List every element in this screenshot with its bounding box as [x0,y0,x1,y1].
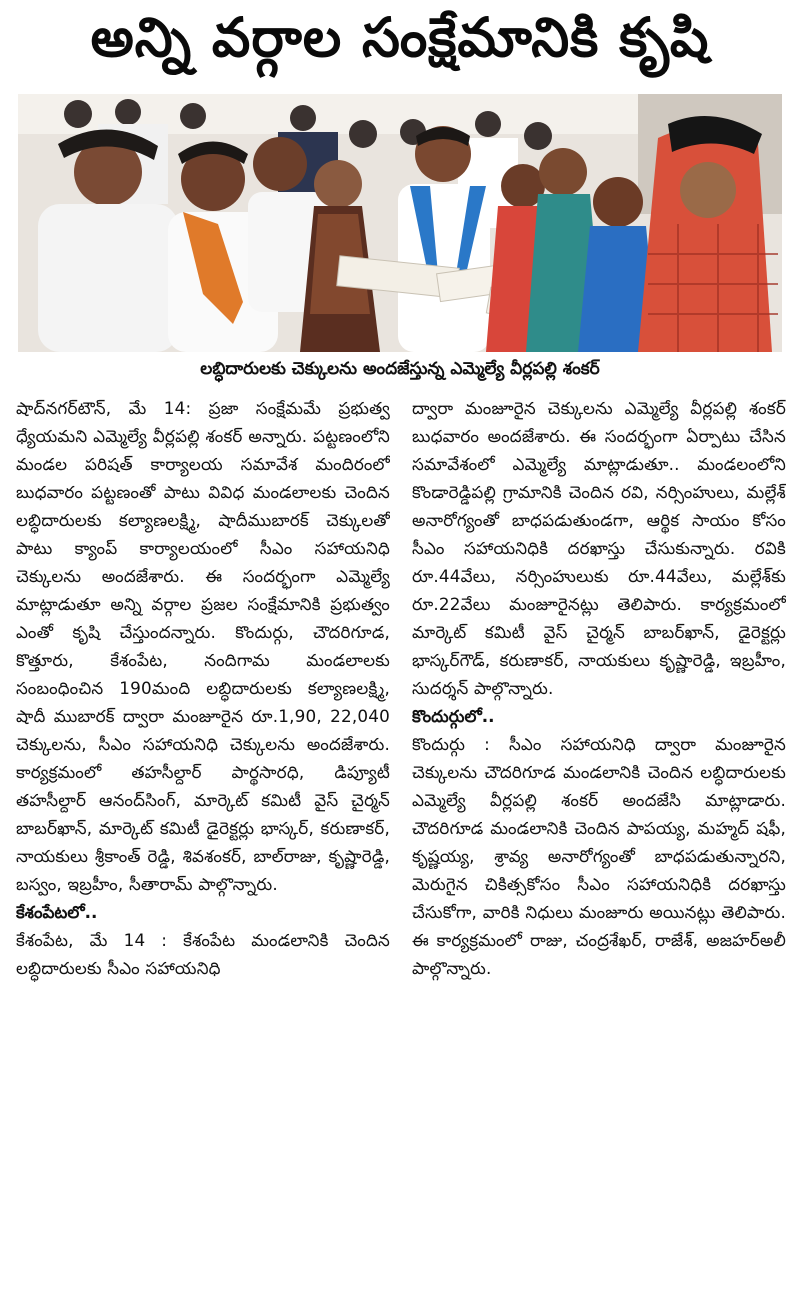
article-paragraph: షాద్‌నగర్‌టౌన్, మే 14: ప్రజా సంక్షేమమే ప్రభుత్వ ధ్యేయమని ఎమ్మెల్యే వీర్లపల్లి శంకర్ అన్నారు. పట్టణంలోని మండల పరిషత్ కార్యాలయ సమావేశ మందిరంలో బుధవారం పట్టణంతో పాటు వివిధ మండలాలకు చెందిన లబ్ధిదారులకు కల్యాణలక్ష్మి, షాదీముబారక్ చెక్కులతో పాటు క్యాంప్ కార్యాలయంలో సీఎం సహాయనిధి చెక్కులను అందజేశారు. ఈ సందర్భంగా ఎమ్మెల్యే మాట్లాడుతూ అన్ని వర్గాల ప్రజల సంక్షేమానికి ప్రభుత్వం ఎంతో కృషి చేస్తుందన్నారు. కొందుర్గు, చౌదరిగూడ, కొత్తూరు, కేశంపేట, నందిగామ మండలాలకు సంబంధించిన 190మంది లబ్ధిదారులకు కల్యాణలక్ష్మి, షాదీ ముబారక్ ద్వారా మంజూరైన రూ.1,90, 22,040 చెక్కులను, సీఎం సహాయనిధి చెక్కులను అందజేశారు. కార్యక్రమంలో తహసీల్దార్ పార్థసారధి, డిప్యూటీ తహసీల్దార్ ఆనంద్‌సింగ్, మార్కెట్ కమిటీ వైస్ చైర్మన్ బాబర్‌ఖాన్, మార్కెట్ కమిటీ డైరెక్టర్లు భాస్కర్, కరుణాకర్, నాయకులు శ్రీకాంత్ రెడ్డి, శివశంకర్, బాల్‌రాజు, కృష్ణారెడ్డి, బస్వం, ఇబ్రహీం, సీతారామ్ పాల్గొన్నారు. [16,398,390,894]
section-subhead: కేశంపేటలో.. [16,902,98,922]
headline: అన్ని వర్గాల సంక్షేమానికి కృషి [90,5,710,69]
photo-caption: లబ్ధిదారులకు చెక్కులను అందజేస్తున్న ఎమ్మెల్యే వీర్లపల్లి శంకర్ [200,359,600,379]
article-paragraph: కొందుర్గు : సీఎం సహాయనిధి ద్వారా మంజూరైన చెక్కులను చౌదరిగూడ మండలానికి చెందిన లబ్ధిదారులకు ఎమ్మెల్యే వీర్లపల్లి శంకర్ అందజేసి మాట్లాడారు. చౌదరిగూడ మండలానికి చెందిన పాపయ్య, మహ్మద్ షఫీ, కృష్ణయ్య, శ్రావ్య అనారోగ్యంతో బాధపడుతున్నారని, మెరుగైన చికిత్సకోసం సీఎం సహాయనిధికి దరఖాస్తు చేసుకోగా, వారికి నిధులు మంజూరు అయినట్లు తెలిపారు. ఈ కార్యక్రమంలో రాజు, చంద్రశేఖర్, రాజేశ్, అజహర్అలీ పాల్గొన్నారు. [412,734,786,978]
news-photo [18,94,782,352]
article-paragraph: ద్వారా మంజూరైన చెక్కులను ఎమ్మెల్యే వీర్లపల్లి శంకర్ బుధవారం అందజేశారు. ఈ సందర్భంగా ఏర్పాటు చేసిన సమావేశంలో ఎమ్మెల్యే మాట్లాడుతూ.. మండలంలోని కొండారెడ్డిపల్లి గ్రామానికి చెందిన రవి, నర్సింహులు, మల్లేశ్ అనారోగ్యంతో బాధపడుతుండగా, ఆర్థిక సాయం కోసం సీఎం సహాయనిధికి దరఖాస్తు చేసుకున్నారు. రవికి రూ.44వేలు, నర్సింహులుకు రూ.44వేలు, మల్లేశ్‌కు రూ.22వేలు మంజూరైనట్లు తెలిపారు. కార్యక్రమంలో మార్కెట్ కమిటీ వైస్ చైర్మన్ బాబర్‌ఖాన్, డైరెక్టర్లు భాస్కర్‌గౌడ్, కరుణాకర్, నాయకులు కృష్ణారెడ్డి, ఇబ్రహీం, సుదర్శన్ పాల్గొన్నారు. [412,398,786,698]
article-column-left [16,394,390,1290]
article-paragraph: కేశంపేట, మే 14 : కేశంపేట మండలానికి చెందిన లబ్ధిదారులకు సీఎం సహాయనిధి [16,930,390,978]
section-subhead: కొందుర్గులో.. [412,706,495,726]
article-column-right [412,394,786,1290]
group-photo-illustration [18,94,782,352]
